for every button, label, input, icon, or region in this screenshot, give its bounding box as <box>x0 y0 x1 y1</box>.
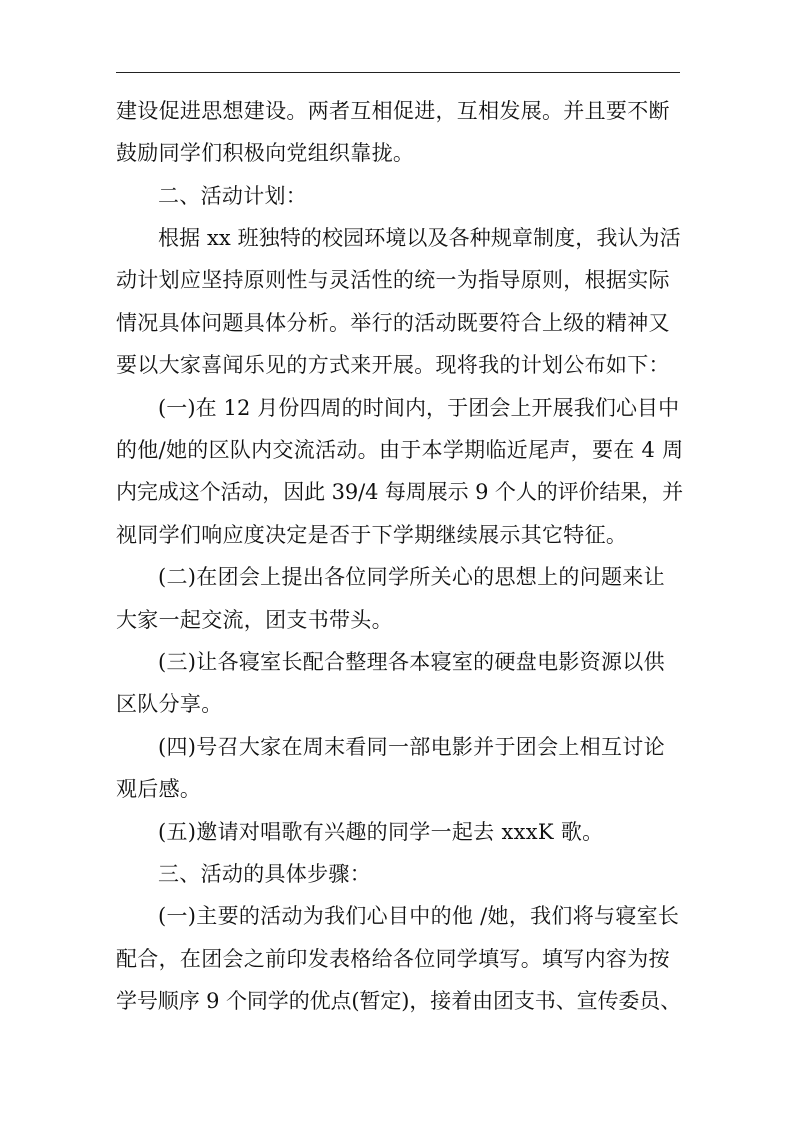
section-heading: 二、活动计划： <box>158 184 308 208</box>
list-item: (五)邀请对唱歌有兴趣的同学一起去 xxxK 歌。 <box>158 820 604 844</box>
list-item: (一)主要的活动为我们心目中的他 /她，我们将与寝室长 <box>158 904 680 928</box>
body-text-line: 鼓励同学们积极向党组织靠拢。 <box>116 141 415 165</box>
list-item: (四)号召大家在周末看同一部电影并于团会上相互讨论 <box>158 735 665 759</box>
section-heading: 三、活动的具体步骤： <box>158 862 371 886</box>
body-text-line: 视同学们响应度决定是否于下学期继续展示其它特征。 <box>116 523 628 547</box>
body-text-line: 配合，在团会之前印发表格给各位同学填写。填写内容为按 <box>116 947 670 971</box>
body-text-line: 建设促进思想建设。两者互相促进，互相发展。并且要不断 <box>116 99 670 123</box>
body-text-line: 要以大家喜闻乐见的方式来开展。现将我的计划公布如下： <box>116 353 670 377</box>
body-text-line: 学号顺序 9 个同学的优点(暂定)，接着由团支书、宣传委员、 <box>116 989 682 1013</box>
list-item: (二)在团会上提出各位同学所关心的思想上的问题来让 <box>158 565 665 589</box>
body-text-line: 根据 xx 班独特的校园环境以及各种规章制度，我认为活 <box>158 226 681 250</box>
body-text-line: 大家一起交流，团支书带头。 <box>116 608 393 632</box>
list-item: (三)让各寝室长配合整理各本寝室的硬盘电影资源以供 <box>158 650 665 674</box>
body-text-line: 区队分享。 <box>116 692 223 716</box>
body-text-line: 情况具体问题具体分析。举行的活动既要符合上级的精神又 <box>116 311 670 335</box>
body-text-line: 动计划应坚持原则性与灵活性的统一为指导原则，根据实际 <box>116 268 670 292</box>
body-text-line: 的他/她的区队内交流活动。由于本学期临近尾声，要在 4 周 <box>116 438 684 462</box>
header-rule <box>116 72 680 73</box>
list-item: (一)在 12 月份四周的时间内，于团会上开展我们心目中 <box>158 396 680 420</box>
body-text-line: 内完成这个活动，因此 39/4 每周展示 9 个人的评价结果，并 <box>116 480 684 504</box>
body-text-line: 观后感。 <box>116 777 202 801</box>
